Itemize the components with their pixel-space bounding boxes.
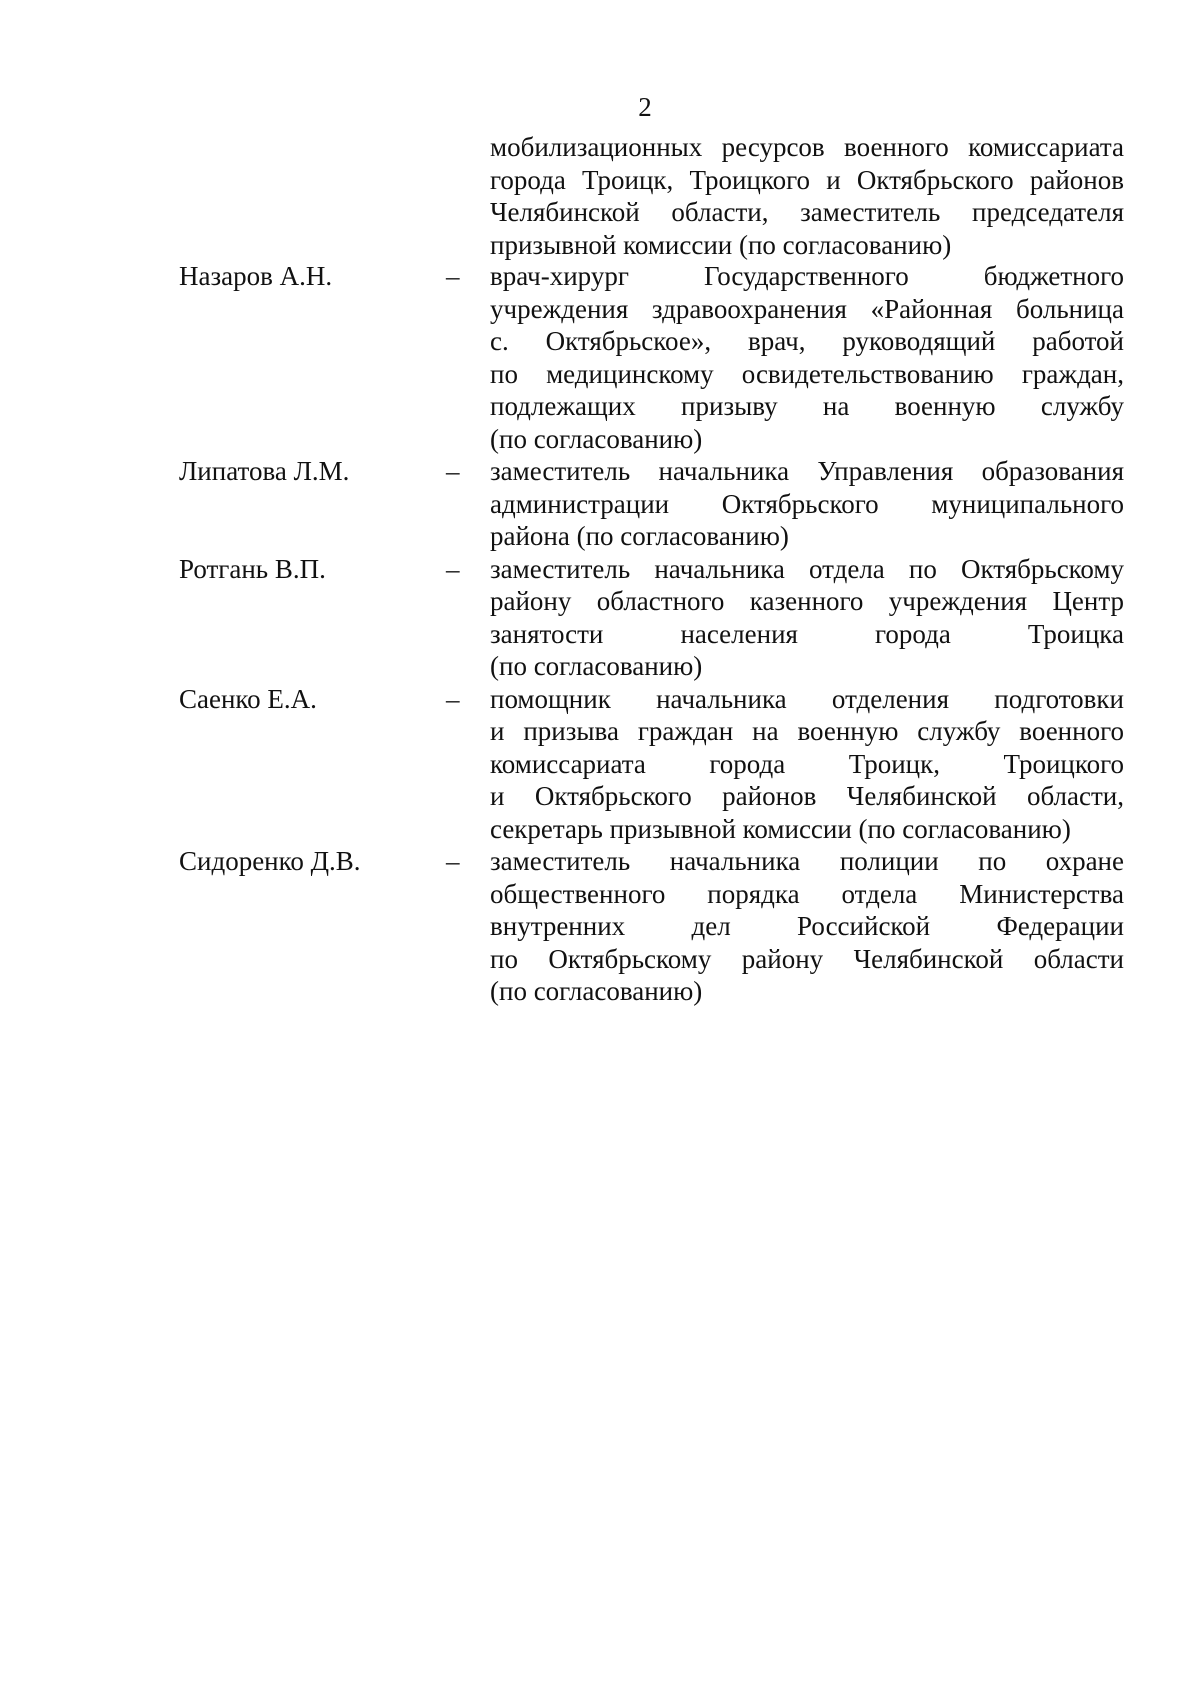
text-line: и Октябрьского районов Челябинской области,	[490, 781, 1124, 811]
text-line: заместитель начальника Управления образования	[490, 456, 1124, 486]
dash-separator: –	[446, 683, 460, 714]
member-name: Саенко Е.А.	[179, 683, 317, 714]
text-line: (по согласованию)	[490, 976, 703, 1006]
text-line: Челябинской области, заместитель председателя	[490, 197, 1124, 227]
text-line: района (по согласованию)	[490, 521, 789, 551]
text-line: учреждения здравоохранения «Районная больница	[490, 293, 1124, 324]
text-line: (по согласованию)	[490, 423, 703, 454]
dash-separator: –	[446, 553, 460, 584]
text-line: общественного порядка отдела Министерства	[490, 878, 1124, 909]
text-line: по Октябрьскому району Челябинской области	[490, 943, 1124, 974]
text-line: подлежащих призыву на военную службу	[490, 391, 1124, 421]
text-line: врач-хирург Государственного бюджетного	[490, 261, 1124, 291]
member-name: Назаров А.Н.	[179, 261, 333, 291]
text-line: занятости населения города Троицка	[490, 618, 1124, 649]
text-line: району областного казенного учреждения Центр	[490, 586, 1124, 616]
member-description	[490, 260, 1124, 455]
member-entry	[0, 455, 1200, 553]
member-entry	[0, 845, 1200, 1008]
text-line: помощник начальника отделения подготовки	[490, 683, 1124, 714]
text-line: мобилизационных ресурсов военного комиссариата	[490, 132, 1124, 162]
text-line: заместитель начальника отдела по Октябрьскому	[490, 553, 1124, 584]
text-line: заместитель начальника полиции по охране	[490, 846, 1124, 876]
continuation-paragraph	[490, 131, 1124, 261]
member-entry	[0, 683, 1200, 846]
text-line: призывной комиссии (по согласованию)	[490, 229, 952, 260]
member-description	[490, 553, 1124, 683]
text-line: секретарь призывной комиссии (по согласованию)	[490, 813, 1071, 844]
member-name: Сидоренко Д.В.	[179, 846, 361, 876]
text-line: с. Октябрьское», врач, руководящий работой	[490, 326, 1124, 356]
text-line: комиссариата города Троицк, Троицкого	[490, 748, 1124, 779]
member-description	[490, 455, 1124, 553]
dash-separator: –	[446, 456, 460, 486]
text-line: по медицинскому освидетельствованию граждан,	[490, 358, 1124, 389]
member-description	[490, 683, 1124, 846]
member-entry	[0, 553, 1200, 683]
page-number: 2	[638, 92, 652, 122]
text-line: и призыва граждан на военную службу военного	[490, 716, 1124, 746]
text-line: города Троицк, Троицкого и Октябрьского районов	[490, 164, 1124, 195]
text-line: администрации Октябрьского муниципального	[490, 488, 1124, 519]
text-line: (по согласованию)	[490, 651, 703, 681]
text-line: внутренних дел Российской Федерации	[490, 911, 1124, 941]
commission-members-list	[0, 260, 1200, 1008]
dash-separator: –	[446, 846, 460, 876]
member-description	[490, 845, 1124, 1008]
dash-separator: –	[446, 261, 460, 291]
member-entry	[0, 260, 1200, 455]
member-name: Ротгань В.П.	[179, 553, 326, 584]
member-name: Липатова Л.М.	[179, 456, 350, 486]
